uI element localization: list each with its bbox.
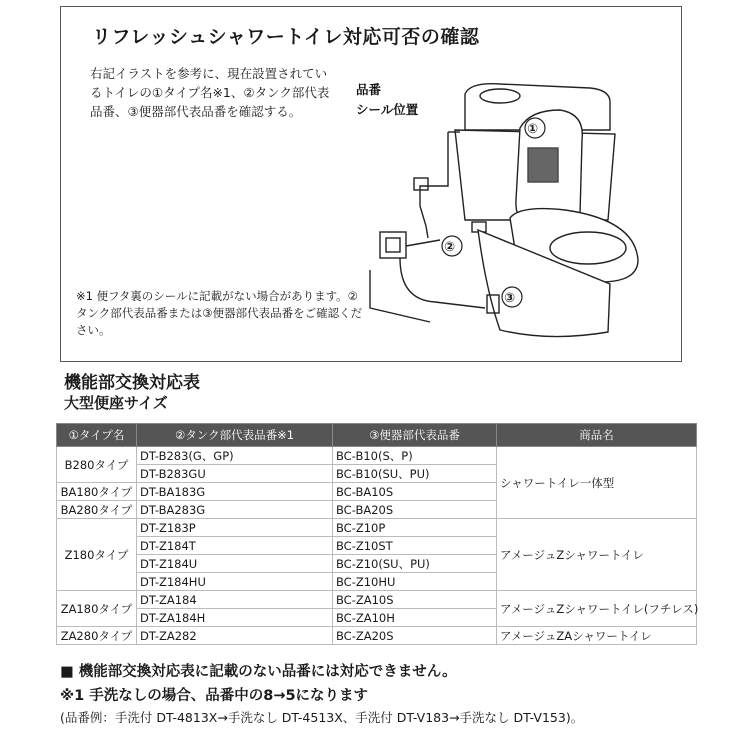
bowl-cell: BC-ZA20S — [333, 627, 497, 645]
type-cell: Z180タイプ — [57, 519, 137, 591]
type-cell: ZA180タイプ — [57, 591, 137, 627]
bowl-cell: BC-BA20S — [333, 501, 497, 519]
tank-cell: DT-B283GU — [137, 465, 333, 483]
bowl-cell: BC-Z10ST — [333, 537, 497, 555]
tank-cell: DT-Z184HU — [137, 573, 333, 591]
table-row — [57, 591, 697, 609]
table-row — [57, 627, 697, 645]
header-type: ①タイプ名 — [57, 424, 137, 447]
footnote-text: ※1 便フタ裏のシールに記載がない場合があります。②タンク部代表品番または③便器部代表品番をご確認ください。 — [76, 289, 363, 337]
type-cell: ZA280タイプ — [57, 627, 137, 645]
box-title: リフレッシュシャワートイレ対応可否の確認 — [92, 26, 480, 48]
tank-cell: DT-ZA282 — [137, 627, 333, 645]
header-bowl: ③便器部代表品番 — [333, 424, 497, 447]
label-seal: シール位置 — [356, 102, 419, 117]
tank-cell: DT-Z183P — [137, 519, 333, 537]
footer-note-handwash: ※1 手洗なしの場合、品番中の8→5になります — [60, 688, 369, 704]
toilet-illustration — [356, 70, 660, 350]
bowl-cell: BC-Z10HU — [333, 573, 497, 591]
table-header-row — [57, 424, 697, 447]
header-product: 商品名 — [497, 424, 697, 447]
tank-cell: DT-Z184T — [137, 537, 333, 555]
header-tank: ②タンク部代表品番※1 — [137, 424, 333, 447]
product-cell: アメージュZAシャワートイレ — [497, 627, 697, 645]
bowl-cell: BC-B10(SU、PU) — [333, 465, 497, 483]
product-cell: シャワートイレ一体型 — [497, 447, 697, 519]
tank-cell: DT-ZA184H — [137, 609, 333, 627]
marker-2: ② — [444, 240, 456, 255]
section-subtitle: 大型便座サイズ — [64, 394, 168, 412]
footer-note-example: (品番例：手洗付 DT-4813X→手洗なし DT-4513X、手洗付 DT-V183→手洗なし DT-V153)。 — [60, 710, 584, 725]
type-cell: BA280タイプ — [57, 501, 137, 519]
bowl-cell: BC-Z10(SU、PU) — [333, 555, 497, 573]
marker-1: ① — [527, 122, 539, 137]
bowl-cell: BC-ZA10S — [333, 591, 497, 609]
tank-cell: DT-BA283G — [137, 501, 333, 519]
tank-cell: DT-BA183G — [137, 483, 333, 501]
tank-cell: DT-ZA184 — [137, 591, 333, 609]
tank-cell: DT-Z184U — [137, 555, 333, 573]
product-cell: アメージュZシャワートイレ — [497, 519, 697, 591]
label-hinban: 品番 — [356, 82, 382, 97]
product-cell: アメージュZシャワートイレ(フチレス) — [497, 591, 697, 627]
marker-3: ③ — [504, 291, 516, 306]
tank-cell: DT-B283(G、GP) — [137, 447, 333, 465]
type-cell: B280タイプ — [57, 447, 137, 483]
bowl-cell: BC-BA10S — [333, 483, 497, 501]
table-row — [57, 447, 697, 465]
bowl-cell: BC-ZA10H — [333, 609, 497, 627]
section-title: 機能部交換対応表 — [64, 373, 200, 393]
table-row — [57, 519, 697, 537]
bowl-cell: BC-B10(S、P) — [333, 447, 497, 465]
bowl-cell: BC-Z10P — [333, 519, 497, 537]
type-cell: BA180タイプ — [57, 483, 137, 501]
instruction-text: 右記イラストを参考に、現在設置されているトイレの①タイプ名※1、②タンク部代表品番、③便器部代表品番を確認する。 — [90, 66, 330, 119]
footer-note-unsupported: ■ 機能部交換対応表に記載のない品番には対応できません。 — [60, 664, 457, 680]
compatibility-table — [56, 423, 697, 645]
